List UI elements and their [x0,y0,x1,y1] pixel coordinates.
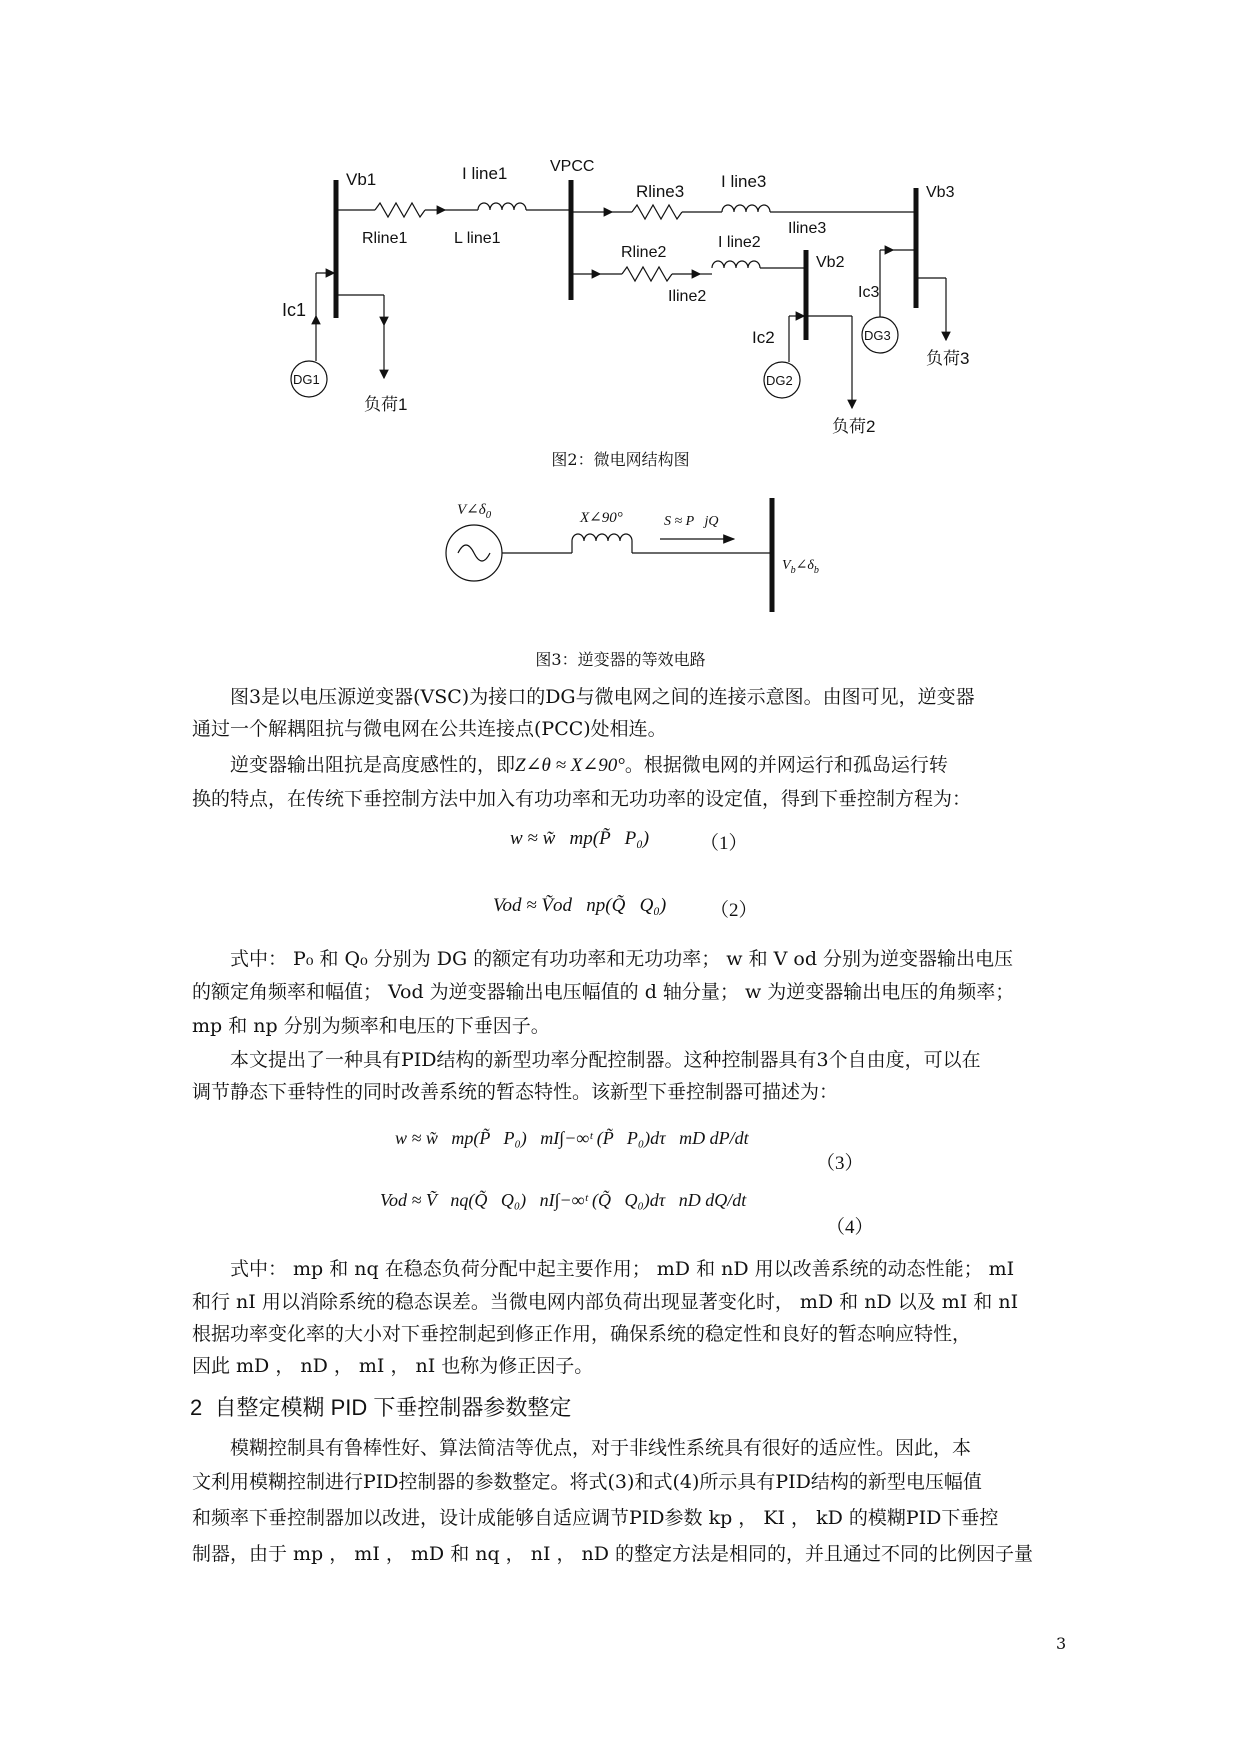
label-load3: 负荷3 [926,349,970,368]
label-source: $V\angle\delta_0$ [457,502,492,521]
resistor-rline3 [632,205,682,219]
paragraph-2-line-1: 逆变器输出阻抗是高度感性的，即Z∠θ ≈ X∠90°。根据微电网的并网运行和孤岛运行转 [230,754,948,776]
paragraph-4-line-2: 调节静态下垂特性的同时改善系统的暂态特性。该新型下垂控制器可描述为： [192,1081,839,1103]
inductor-lline1 [478,203,526,210]
equation-3-number: （3） [816,1153,864,1174]
paragraph-1-line-1: 图3是以电压源逆变器(VSC)为接口的DG与微电网之间的连接示意图。由图可见，逆变器 [230,686,975,708]
figure-3-equivalent-circuit [0,490,1241,630]
label-ic2: Ic2 [752,328,775,347]
equation-2: Vod ≈ Ṽod np(Q̃ Q₀) [493,895,667,916]
paragraph-6-line-4: 制器，由于 mp ， mI ， mD 和 nq ， nI ， nD 的整定方法是相同的，并且通过不同的比例因子量 [192,1543,1034,1565]
paragraph-3-line-1: 式中： P₀ 和 Q₀ 分别为 DG 的额定有功功率和无功功率； w 和 V od 分别为逆变器输出电压 [230,948,1014,970]
inline-math-impedance: Z∠θ ≈ X∠90° [515,755,625,776]
equation-4: Vod ≈ Ṽ nq(Q̃ Q₀) nI∫−∞ᵗ (Q̃ Q₀)dτ nD dQ/dt [380,1190,747,1210]
label-impedance: X∠90° [580,510,623,526]
equation-3: w ≈ w̃ mp(P̃ P₀) mI∫−∞ᵗ (P̃ P₀)dτ mD dP/dt [395,1128,749,1148]
inductor-x [572,534,632,553]
label-power: S ≈ P jQ [664,514,719,529]
label-ic1: Ic1 [282,300,307,320]
equation-1: w ≈ w̃ mp(P̃ P₀) [510,828,650,849]
resistor-rline2 [622,267,672,281]
paragraph-6-line-3: 和频率下垂控制器加以改进，设计成能够自适应调节PID参数 kp ， KI ， kD 的模糊PID下垂控 [192,1507,999,1529]
label-iline1: I line1 [462,164,508,183]
figure-3-caption: 图3：逆变器的等效电路 [535,650,706,669]
paragraph-2-line-2: 换的特点，在传统下垂控制方法中加入有功功率和无功功率的设定值，得到下垂控制方程为： [192,788,972,810]
figure-2-svg [0,0,1241,470]
figure-2-caption: 图2：微电网结构图 [551,450,690,469]
paragraph-5-line-1: 式中： mp 和 nq 在稳态负荷分配中起主要作用； mD 和 nD 用以改善系统的动态性能； mI [230,1258,1015,1280]
paragraph-3-line-3: mp 和 np 分别为频率和电压的下垂因子。 [192,1015,550,1037]
equation-1-number: （1） [700,833,748,854]
label-dg3: DG3 [864,328,891,343]
label-vpcc: VPCC [550,158,595,175]
figure-2-microgrid-diagram [0,0,1241,470]
section-number: 2 [190,1395,203,1420]
label-lline1: L line1 [454,230,501,247]
label-iline3: Iline3 [788,220,827,237]
label-bus: $V_b\angle\delta_b$ [782,558,819,576]
resistor-rline1 [375,203,425,217]
sine-wave [458,545,490,561]
inductor-lline3 [722,205,770,212]
equation-2-number: （2） [710,900,758,921]
label-iline2-top: I line2 [718,234,761,251]
section-heading [190,1391,571,1422]
paragraph-6-line-2: 文利用模糊控制进行PID控制器的参数整定。将式(3)和式(4)所示具有PID结构的新型电压幅值 [192,1471,982,1493]
page-number: 3 [1056,1634,1067,1653]
section-title: 自整定模糊 PID 下垂控制器参数整定 [214,1395,572,1420]
paragraph-4-line-1: 本文提出了一种具有PID结构的新型功率分配控制器。这种控制器具有3个自由度，可以在 [230,1049,981,1071]
paragraph-6-line-1: 模糊控制具有鲁棒性好、算法简洁等优点，对于非线性系统具有很好的适应性。因此，本 [230,1437,972,1459]
label-load2: 负荷2 [832,417,876,436]
paragraph-3-line-2: 的额定角频率和幅值； Vod 为逆变器输出电压幅值的 d 轴分量； w 为逆变器输出电压的角频率； [192,981,1015,1003]
paragraph-5-line-4: 因此 mD ， nD ， mI ， nI 也称为修正因子。 [192,1355,594,1377]
label-rline1: Rline1 [362,230,408,247]
label-ic3: Ic3 [858,284,880,301]
paragraph-5-line-2: 和行 nI 用以消除系统的稳态误差。当微电网内部负荷出现显著变化时， mD 和 nD 以及 mI 和 nI [192,1291,1019,1313]
label-vb2: Vb2 [816,254,845,271]
label-iline2: Iline2 [668,288,707,305]
label-vb3: Vb3 [926,184,955,201]
paragraph-1-line-2: 通过一个解耦阻抗与微电网在公共连接点(PCC)处相连。 [192,718,667,740]
label-vb1: Vb1 [346,170,377,189]
label-rline3: Rline3 [636,182,685,201]
paragraph-5-line-3: 根据功率变化率的大小对下垂控制起到修正作用，确保系统的稳定性和良好的暂态响应特性， [192,1323,972,1345]
label-dg2: DG2 [766,373,793,388]
label-dg1: DG1 [293,372,320,387]
label-rline2: Rline2 [621,244,667,261]
inductor-lline2 [712,261,760,268]
label-iline3-top: I line3 [721,172,767,191]
equation-4-number: （4） [826,1217,874,1238]
label-load1: 负荷1 [364,395,408,414]
